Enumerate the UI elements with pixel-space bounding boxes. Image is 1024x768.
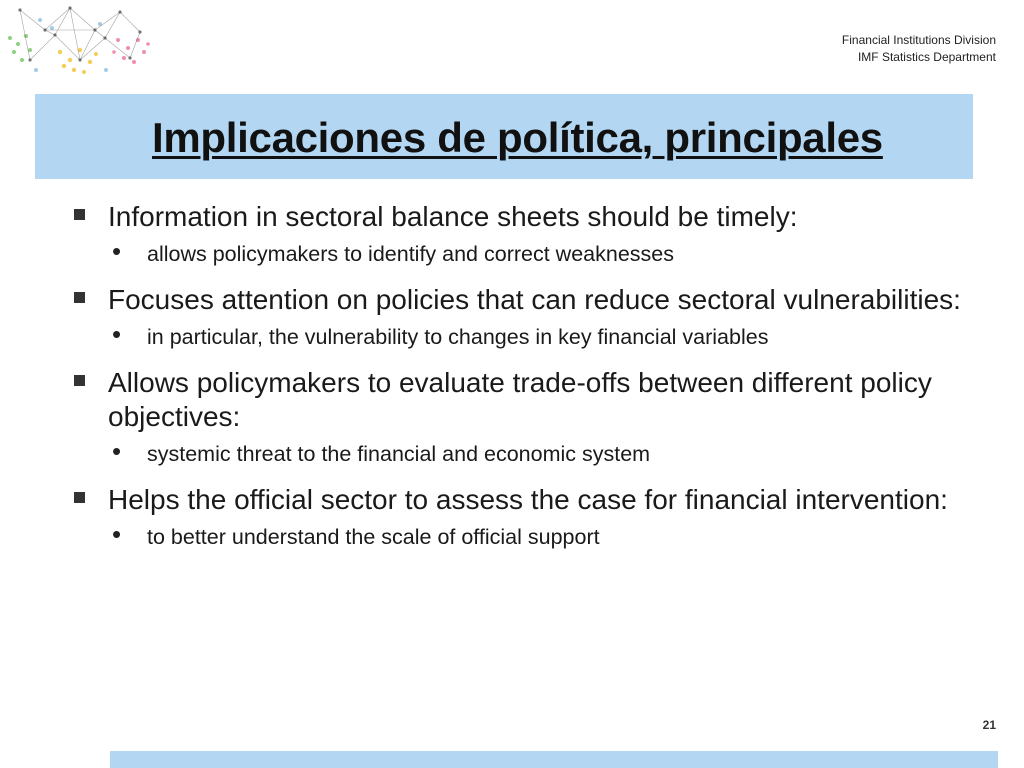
sub-bullet [72,319,982,351]
bullet-text: Allows policymakers to evaluate trade-offs between different policy objectives: [108,367,932,432]
bullet-item [72,366,982,468]
round-bullet-icon: • [112,319,122,349]
bullet-main [72,283,982,317]
sub-bullet-text: allows policymakers to identify and correct weaknesses [147,242,674,266]
bullet-main [72,366,982,434]
square-bullet-icon [74,375,85,386]
header-division [842,32,996,66]
bullet-text: Information in sectoral balance sheets should be timely: [108,201,798,232]
square-bullet-icon [74,492,85,503]
network-logo [0,0,160,90]
bullet-text: Focuses attention on policies that can reduce sectoral vulnerabilities: [108,284,961,315]
sub-bullet [72,436,982,468]
round-bullet-icon: • [112,236,122,266]
sub-bullet-text: to better understand the scale of official support [147,525,600,549]
bullet-text: Helps the official sector to assess the case for financial intervention: [108,484,948,515]
sub-bullet [72,236,982,268]
bullet-item [72,200,982,268]
sub-bullet-text: systemic threat to the financial and economic system [147,442,651,466]
sub-bullet-text: in particular, the vulnerability to changes in key financial variables [147,325,769,349]
sub-bullet [72,519,982,551]
bullet-item [72,483,982,551]
bullet-list [72,200,982,551]
department-name: IMF Statistics Department [857,50,996,64]
footer-band [110,751,998,768]
bullet-main [72,200,982,234]
round-bullet-icon: • [112,436,122,466]
round-bullet-icon: • [112,519,122,549]
square-bullet-icon [74,292,85,303]
division-name: Financial Institutions Division [841,33,996,47]
slide-title: Implicaciones de política, principales [152,114,883,161]
bullet-item [72,283,982,351]
page-number: 21 [982,718,996,732]
bullet-main [72,483,982,517]
square-bullet-icon [74,209,85,220]
